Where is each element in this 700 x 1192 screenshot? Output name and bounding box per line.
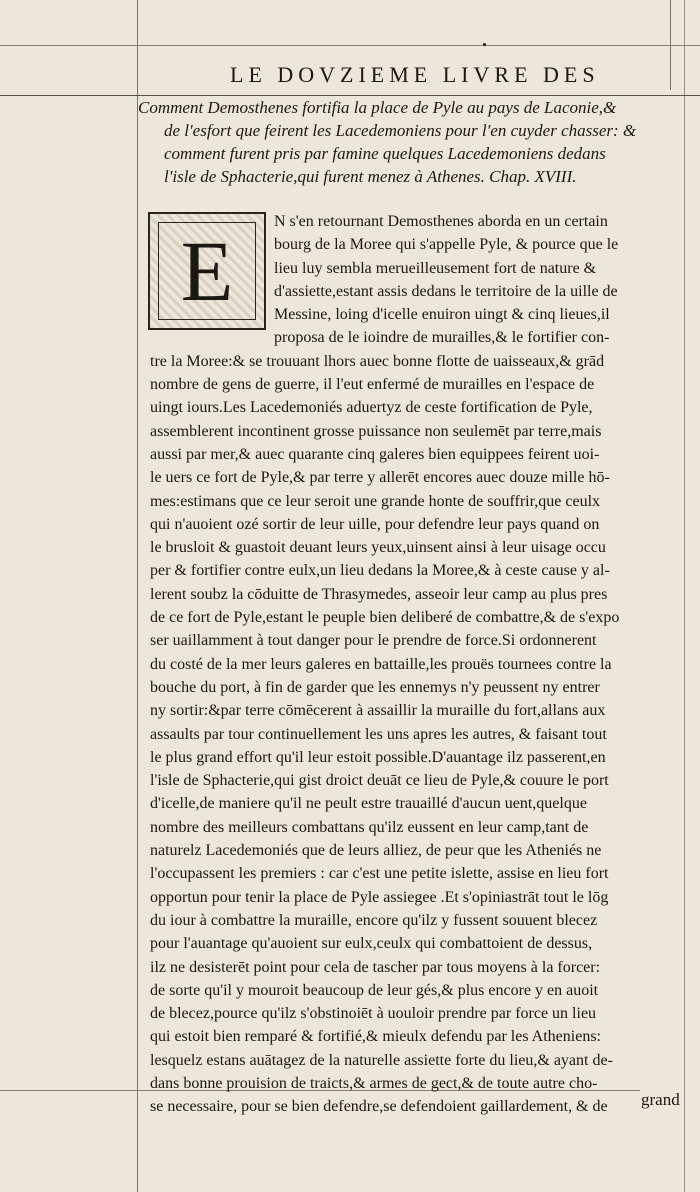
body-line: le brusloit & guastoit deuant leurs yeux,uinsent ainsi à leur uisage occu: [150, 539, 606, 557]
decorated-initial-letter: E: [158, 222, 256, 320]
chapter-title-line: comment furent pris par famine quelques Lacedemoniens dedans: [164, 144, 606, 163]
body-line: se necessaire, pour se bien defendre,se defendoient gaillardement, & de: [150, 1098, 608, 1116]
body-line: aussi par mer,& auec quarante cinq galeres bien equippees feirent uoi-: [150, 445, 600, 463]
body-line: assaults par tour continuellement les uns apres les autres, & faisant tout: [150, 725, 607, 743]
body-line: d'icelle,de maniere qu'il ne peult estre trauaillé d'aucun uent,quelque: [150, 795, 587, 813]
body-line: de ce fort de Pyle,estant le peuple bien deliberé de combattre,& de s'expo: [150, 609, 620, 627]
body-text: [150, 210, 680, 1119]
body-line: lieu luy sembla merueilleusement fort de nature &: [274, 259, 597, 277]
body-line: qui n'auoient ozé sortir de leur uille, pour defendre leur pays quand on: [150, 515, 600, 533]
body-line: d'assiette,estant assis dedans le territoire de la uille de: [274, 282, 618, 300]
body-line: de sorte qu'il y mouroit beaucoup de leur gés,& plus encore y en auoit: [150, 981, 599, 999]
ink-dot: [483, 43, 486, 46]
body-line: le plus grand effort qu'il leur estoit possible.D'auantage ilz passerent,en: [150, 748, 606, 766]
chapter-title-line: l'isle de Sphacterie,qui furent menez à Athenes. Chap. XVIII.: [164, 167, 577, 186]
body-line: N s'en retournant Demosthenes aborda en un certain: [274, 213, 608, 230]
body-line: nombre des meilleurs combattans qu'ilz eussent en leur camp,tant de: [150, 818, 589, 836]
body-line: du iour à combattre la muraille, encore qu'ilz y fussent souuent blecez: [150, 911, 598, 929]
running-header: LE DOVZIEME LIVRE DES: [230, 62, 600, 87]
body-line: l'isle de Sphacterie,qui gist droict deuāt ce lieu de Pyle,& couure le port: [150, 772, 609, 790]
body-line: tre la Moree:& se trouuant lhors auec bonne flotte de uaisseaux,& grād: [150, 352, 605, 370]
body-line: naturelz Lacedemoniés que de leurs alliez, de peur que les Atheniés ne: [150, 842, 602, 860]
body-line: qui estoit bien remparé & fortifié,& mieulx defendu par les Atheniens:: [150, 1028, 601, 1046]
body-line: l'occupassent les premiers : car c'est une petite islette, assise en lieu fort: [150, 865, 609, 883]
chapter-title: [138, 96, 683, 188]
body-line: le uers ce fort de Pyle,& par terre y allerēt encores auec douze mille hō-: [150, 469, 610, 487]
body-line: pour l'auantage qu'auoient sur eulx,ceulx qui combattoient de dessus,: [150, 935, 593, 953]
catchword: grand: [641, 1090, 680, 1109]
far-right-rule: [684, 0, 685, 1192]
body-line: ny sortir:&par terre cōmēcerent à assaillir la muraille du fort,allans aux: [150, 702, 606, 720]
body-line: per & fortifier contre eulx,un lieu dedans la Moree,& à ceste cause y al-: [150, 562, 610, 580]
body-line: lerent soubz la cōduitte de Thrasymedes, asseoir leur camp au plus pres: [150, 585, 608, 603]
chapter-title-line: de l'esfort que feirent les Lacedemoniens pour l'en cuyder chasser: &: [164, 121, 637, 140]
body-line: mes:estimans que ce leur seroit une grande honte de souffrir,que ceulx: [150, 492, 601, 510]
body-line: nombre de gens de guerre, il l'eut enfermé de murailles en l'espace de: [150, 376, 595, 394]
top-rule: [0, 45, 700, 46]
body-line: uingt iours.Les Lacedemoniés aduertyz de ceste fortification de Pyle,: [150, 399, 593, 417]
body-line: proposa de le ioindre de murailles,& le fortifier con-: [274, 329, 610, 347]
chapter-title-line: Comment Demosthenes fortifia la place de Pyle au pays de Laconie,&: [138, 98, 617, 117]
body-line: du costé de la mer leurs galeres en battaille,les prouës tournees contre la: [150, 655, 612, 673]
body-line: Messine, loing d'icelle enuiron uingt & cinq lieues,il: [274, 306, 610, 324]
body-line: lesquelz estans auātagez de la naturelle assiette forte du lieu,& ayant de-: [150, 1051, 613, 1069]
body-line: dans bonne prouision de traicts,& armes de gect,& de toute autre cho-: [150, 1074, 598, 1092]
body-line: opportun pour tenir la place de Pyle assiegee .Et s'opiniastrāt tout le lōg: [150, 888, 609, 906]
body-line: bourg de la Moree qui s'appelle Pyle, & pource que le: [274, 236, 619, 254]
body-line: de blecez,pource qu'ilz s'obstinoiēt à uouloir prendre par force un lieu: [150, 1005, 597, 1023]
body-line: ser uaillamment à tout danger pour le prendre de force.Si ordonnerent: [150, 632, 597, 650]
body-line: ilz ne desisterēt point pour cela de tascher par tous moyens à la forcer:: [150, 958, 601, 976]
body-line: assemblerent incontinent grosse puissance non seulemēt par terre,mais: [150, 422, 602, 440]
body-line: bouche du port, à fin de garder que les ennemys n'y peussent ny entrer: [150, 678, 600, 696]
